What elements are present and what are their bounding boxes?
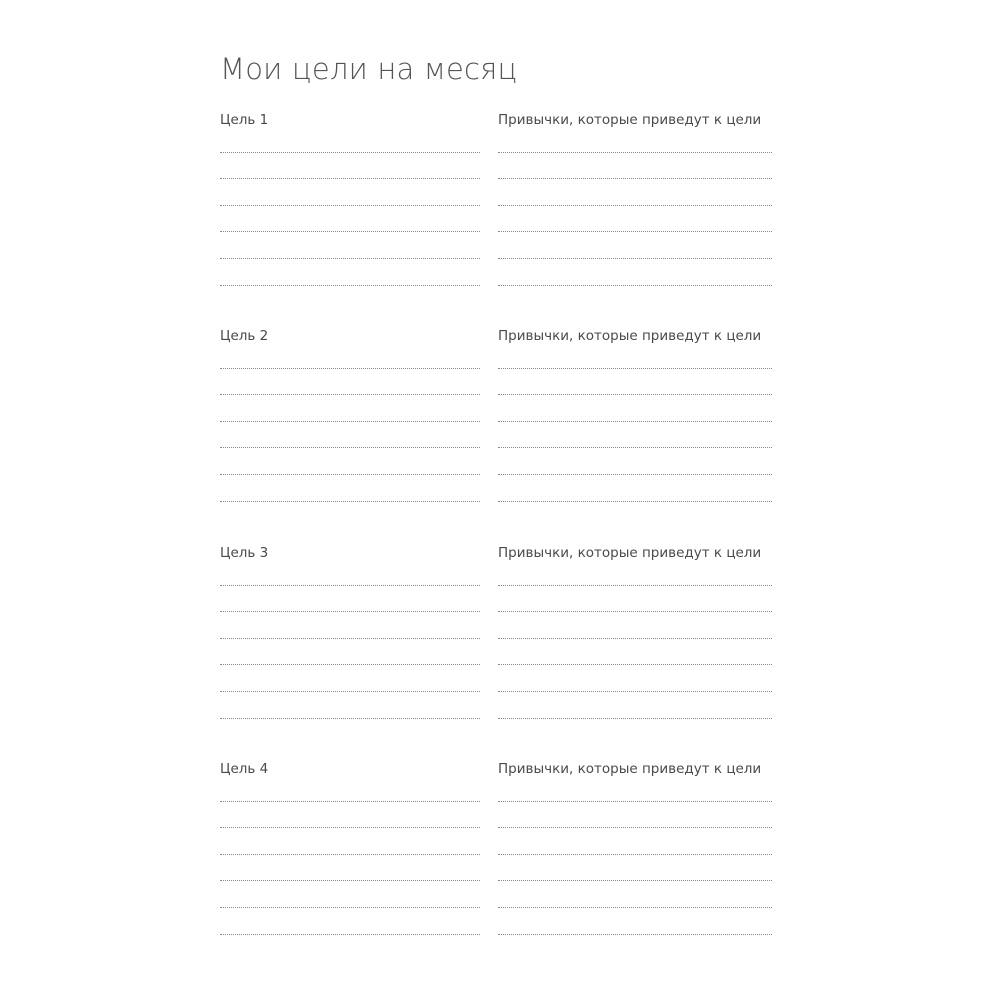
habit-write-line[interactable] bbox=[498, 854, 772, 855]
habit-write-line[interactable] bbox=[498, 880, 772, 881]
goal-write-line[interactable] bbox=[220, 231, 480, 232]
goal-section-4 bbox=[220, 761, 772, 941]
habit-write-line[interactable] bbox=[498, 474, 772, 475]
goal-write-line[interactable] bbox=[220, 907, 480, 908]
goal-write-line[interactable] bbox=[220, 285, 480, 286]
habits-label: Привычки, которые приведут к цели bbox=[498, 328, 762, 344]
habit-write-line[interactable] bbox=[498, 231, 772, 232]
habit-write-line[interactable] bbox=[498, 718, 772, 719]
goal-write-line[interactable] bbox=[220, 691, 480, 692]
habits-label: Привычки, которые приведут к цели bbox=[498, 545, 762, 561]
goal-write-line[interactable] bbox=[220, 611, 480, 612]
goal-section-2 bbox=[220, 328, 772, 508]
goal-write-line[interactable] bbox=[220, 934, 480, 935]
habit-write-line[interactable] bbox=[498, 501, 772, 502]
goal-write-line[interactable] bbox=[220, 854, 480, 855]
goal-write-line[interactable] bbox=[220, 178, 480, 179]
goal-write-line[interactable] bbox=[220, 447, 480, 448]
habit-write-line[interactable] bbox=[498, 205, 772, 206]
goal-section-1 bbox=[220, 112, 772, 292]
goal-label: Цель 2 bbox=[220, 328, 269, 344]
habit-write-line[interactable] bbox=[498, 691, 772, 692]
goal-write-line[interactable] bbox=[220, 718, 480, 719]
habit-write-line[interactable] bbox=[498, 447, 772, 448]
goal-write-line[interactable] bbox=[220, 258, 480, 259]
habit-write-line[interactable] bbox=[498, 611, 772, 612]
goal-write-line[interactable] bbox=[220, 205, 480, 206]
goal-write-line[interactable] bbox=[220, 368, 480, 369]
goal-label: Цель 1 bbox=[220, 112, 269, 128]
goal-label: Цель 4 bbox=[220, 761, 269, 777]
goal-section-3 bbox=[220, 545, 772, 725]
habits-label: Привычки, которые приведут к цели bbox=[498, 112, 762, 128]
habit-write-line[interactable] bbox=[498, 827, 772, 828]
goal-write-line[interactable] bbox=[220, 664, 480, 665]
habit-write-line[interactable] bbox=[498, 638, 772, 639]
habit-write-line[interactable] bbox=[498, 258, 772, 259]
goal-write-line[interactable] bbox=[220, 394, 480, 395]
goal-write-line[interactable] bbox=[220, 501, 480, 502]
goal-write-line[interactable] bbox=[220, 152, 480, 153]
goal-write-line[interactable] bbox=[220, 421, 480, 422]
habit-write-line[interactable] bbox=[498, 907, 772, 908]
habit-write-line[interactable] bbox=[498, 934, 772, 935]
habit-write-line[interactable] bbox=[498, 152, 772, 153]
habit-write-line[interactable] bbox=[498, 394, 772, 395]
goal-write-line[interactable] bbox=[220, 638, 480, 639]
goal-write-line[interactable] bbox=[220, 880, 480, 881]
goal-write-line[interactable] bbox=[220, 474, 480, 475]
habit-write-line[interactable] bbox=[498, 368, 772, 369]
habit-write-line[interactable] bbox=[498, 178, 772, 179]
goal-label: Цель 3 bbox=[220, 545, 269, 561]
habit-write-line[interactable] bbox=[498, 421, 772, 422]
goal-write-line[interactable] bbox=[220, 801, 480, 802]
habit-write-line[interactable] bbox=[498, 585, 772, 586]
habit-write-line[interactable] bbox=[498, 801, 772, 802]
habits-label: Привычки, которые приведут к цели bbox=[498, 761, 762, 777]
goal-write-line[interactable] bbox=[220, 827, 480, 828]
goal-write-line[interactable] bbox=[220, 585, 480, 586]
habit-write-line[interactable] bbox=[498, 664, 772, 665]
habit-write-line[interactable] bbox=[498, 285, 772, 286]
page-title: Мои цели на месяц bbox=[220, 52, 518, 86]
